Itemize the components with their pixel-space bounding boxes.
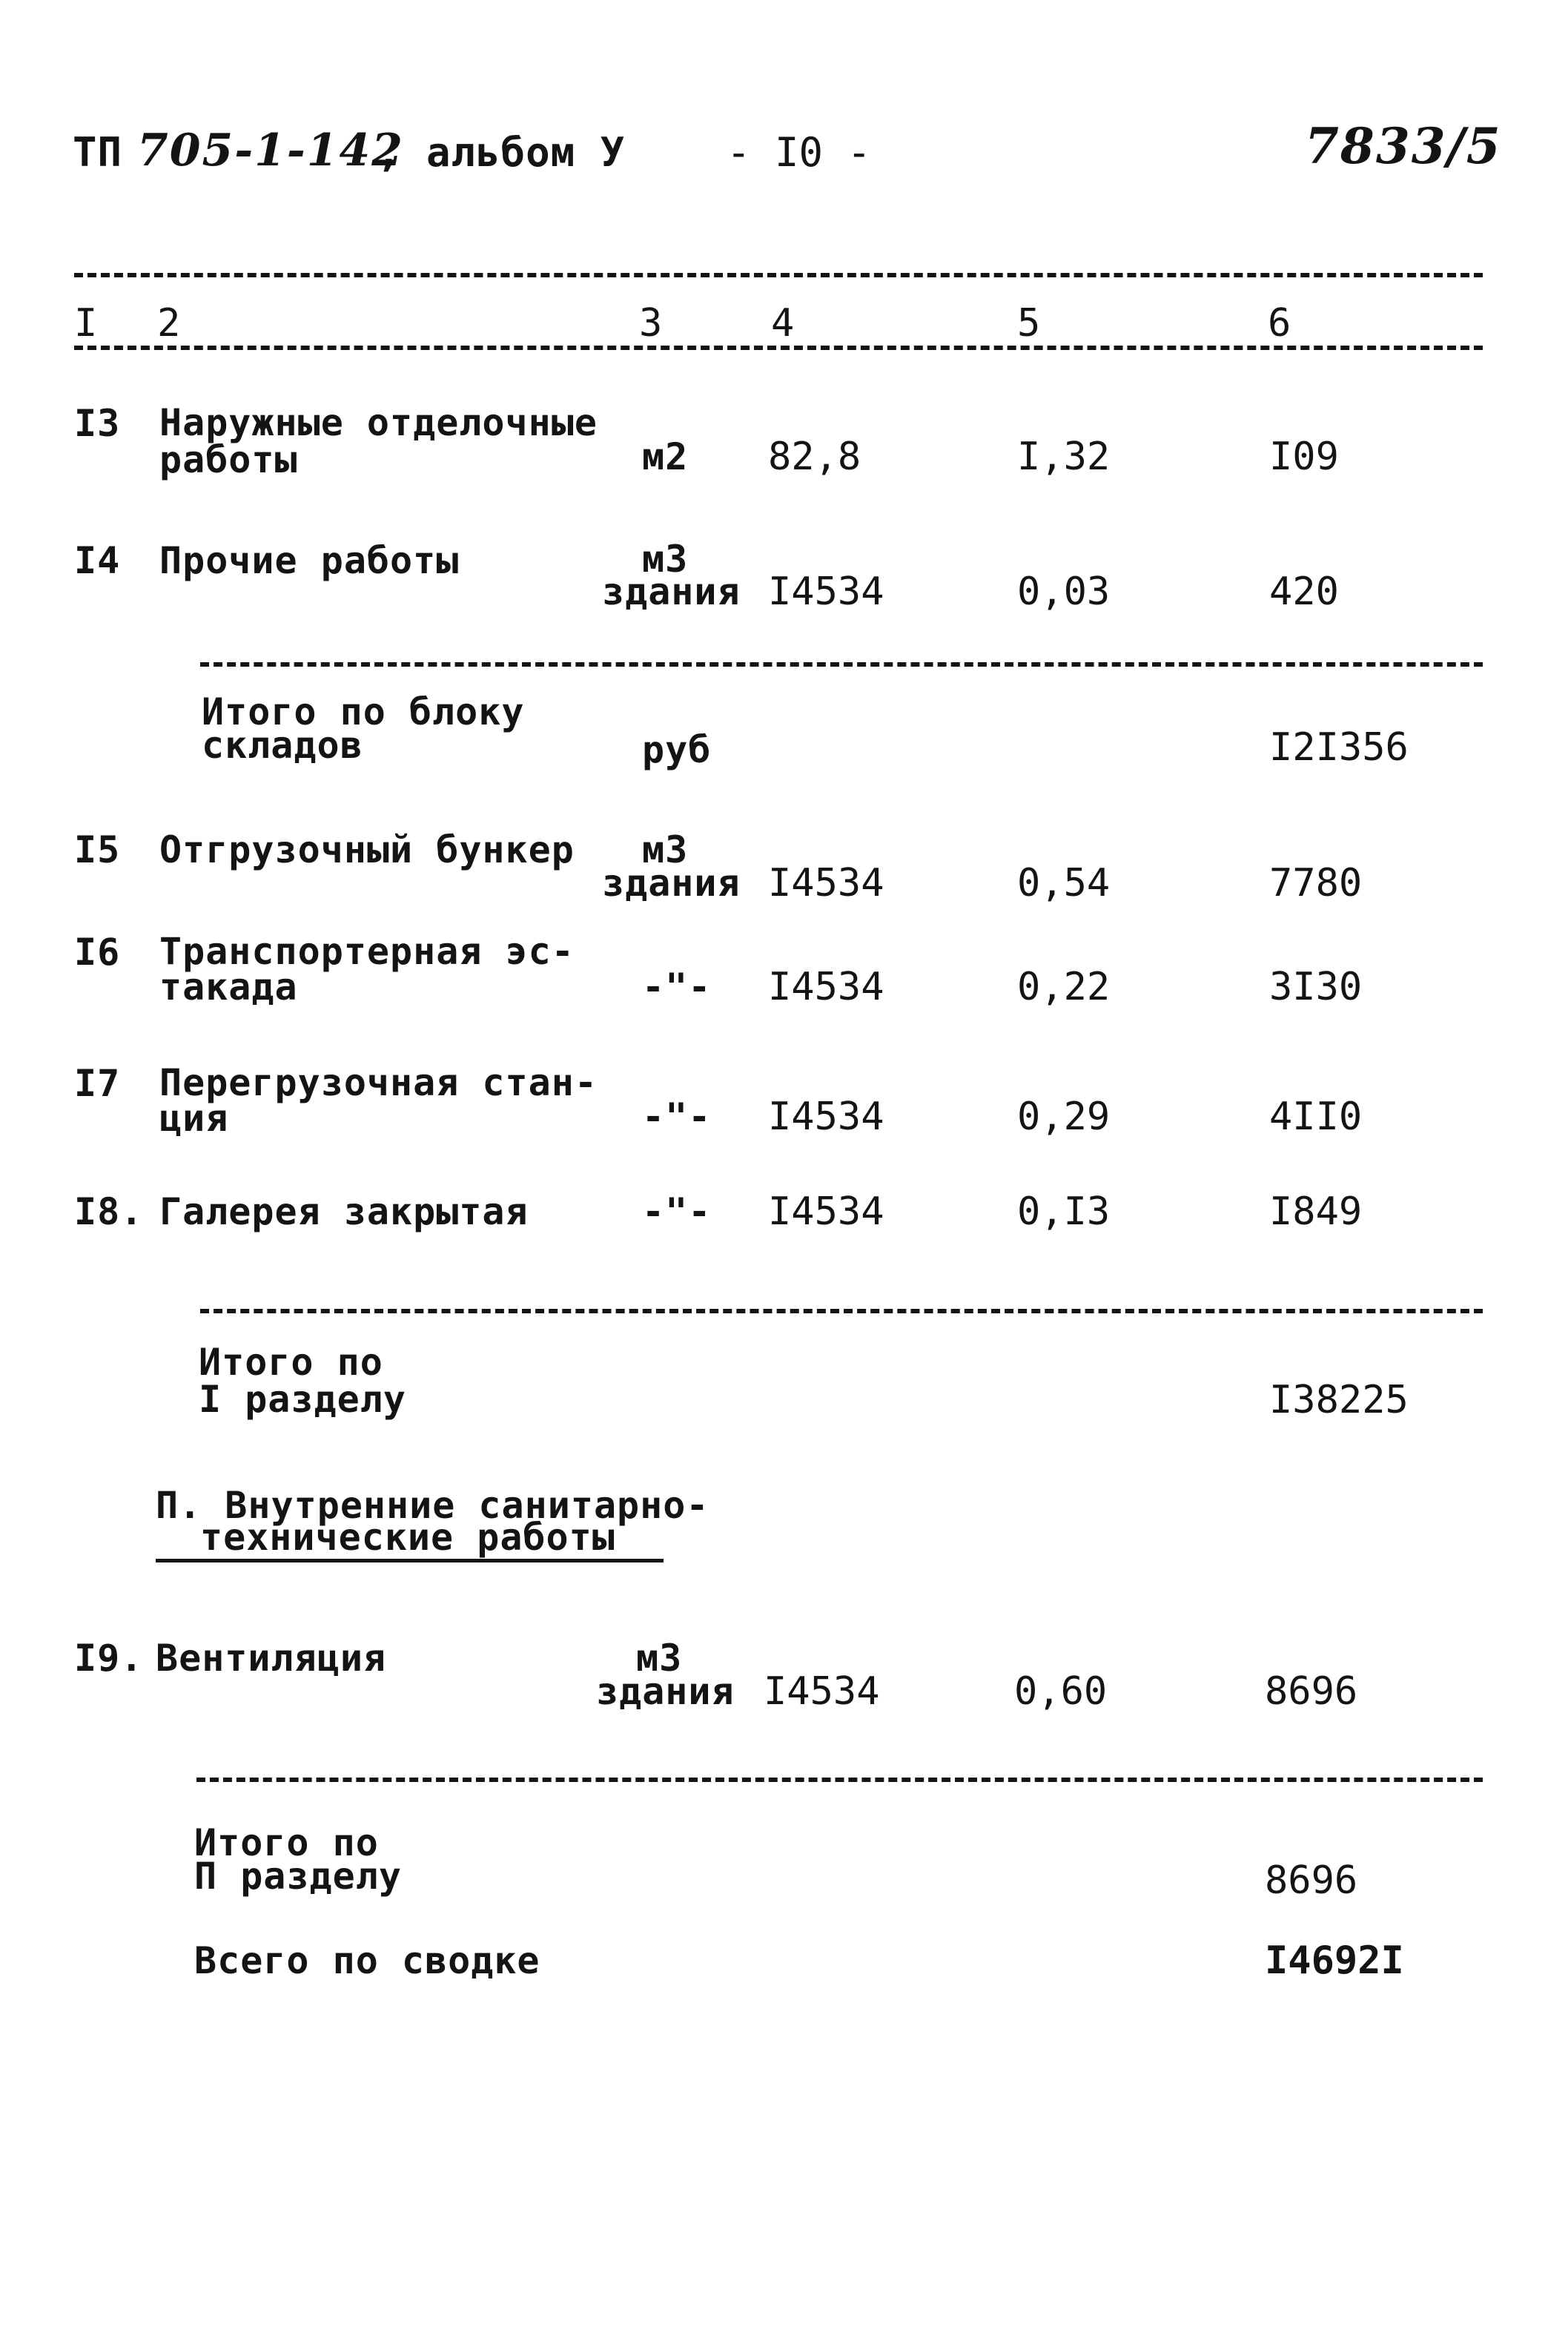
row-number: I5 (74, 828, 121, 871)
section1-divider (200, 1309, 1483, 1313)
row-unit-line2: здания (602, 862, 741, 905)
row-unit: -"- (642, 966, 712, 1009)
row-unit: -"- (642, 1190, 712, 1233)
section2-divider (196, 1778, 1483, 1782)
row-name-line2: такада (159, 966, 298, 1009)
row-quantity: I4534 (768, 1189, 884, 1234)
row-unit-line2: здания (596, 1670, 735, 1713)
row-price: 0,29 (1017, 1095, 1111, 1139)
subtotal-label-line2: I разделу (199, 1378, 406, 1421)
top-divider (74, 273, 1483, 277)
row-total: 7780 (1269, 861, 1363, 905)
row-unit: м2 (642, 435, 689, 478)
row-quantity: I4534 (768, 1095, 884, 1139)
section-title-line2: технические работы (200, 1516, 615, 1559)
subtotal-value: 8696 (1265, 1858, 1358, 1903)
row-name-line1: Вентиляция (156, 1637, 387, 1680)
subtotal-label-line1: Итого по блоку (202, 690, 525, 733)
row-total: I09 (1269, 435, 1339, 479)
row-unit-line1: м3 (636, 1637, 683, 1680)
row-number: I8. (74, 1190, 144, 1233)
row-price: 0,I3 (1017, 1189, 1111, 1234)
subtotal-value: I2I356 (1269, 725, 1409, 770)
row-total: 3I30 (1269, 965, 1363, 1009)
row-name-line2: ция (159, 1097, 229, 1140)
col-header-3: 3 (639, 301, 663, 346)
col-header-6: 6 (1268, 301, 1291, 346)
row-price: 0,54 (1017, 861, 1111, 905)
row-number: I7 (74, 1062, 121, 1105)
col-header-2: 2 (157, 301, 181, 346)
header-divider (74, 346, 1483, 350)
block-divider (200, 662, 1483, 667)
section-title-line1: П. Внутренние санитарно- (156, 1484, 709, 1527)
row-unit-line1: м3 (642, 538, 689, 581)
row-number: I3 (74, 402, 121, 445)
sheet-number-handwritten: 7833/5 (1305, 117, 1502, 175)
row-quantity: I4534 (768, 570, 884, 614)
subtotal-value: I38225 (1269, 1378, 1409, 1422)
row-number: I4 (74, 539, 121, 582)
row-name-line1: Прочие работы (159, 539, 460, 582)
row-price: 0,22 (1017, 965, 1111, 1009)
subtotal-label-line1: Итого по (199, 1341, 383, 1384)
row-total: I849 (1269, 1189, 1363, 1234)
row-quantity: I4534 (768, 965, 884, 1009)
row-quantity: 82,8 (768, 435, 861, 479)
album-label: , альбом У (377, 129, 626, 176)
row-name-line1: Перегрузочная стан- (159, 1061, 598, 1104)
row-unit-line2: здания (602, 570, 741, 613)
col-header-1: I (74, 301, 98, 346)
project-number-handwritten: 705-1-142 (137, 125, 405, 176)
grand-total-value: I4692I (1265, 1938, 1404, 1983)
row-price: I,32 (1017, 435, 1111, 479)
doc-prefix: ТП (73, 129, 123, 176)
subtotal-unit: руб (642, 728, 712, 771)
subtotal-label-line1: Итого по (194, 1821, 379, 1864)
row-total: 4II0 (1269, 1095, 1363, 1139)
row-name-line2: работы (159, 438, 298, 481)
row-number: I9. (74, 1637, 144, 1680)
subtotal-label-line2: П разделу (194, 1855, 402, 1898)
row-number: I6 (74, 931, 121, 974)
col-header-4: 4 (771, 301, 795, 346)
page-number: - I0 - (727, 129, 872, 176)
row-quantity: I4534 (764, 1669, 880, 1714)
row-name-line1: Галерея закрытая (159, 1190, 529, 1233)
row-total: 8696 (1265, 1669, 1358, 1714)
col-header-5: 5 (1017, 301, 1041, 346)
row-unit: -"- (642, 1095, 712, 1138)
row-name-line1: Наружные отделочные (159, 401, 598, 444)
section-title-underline (156, 1559, 664, 1562)
row-quantity: I4534 (768, 861, 884, 905)
row-total: 420 (1269, 570, 1339, 614)
grand-total-label: Всего по сводке (194, 1939, 540, 1982)
row-price: 0,60 (1014, 1669, 1108, 1714)
row-price: 0,03 (1017, 570, 1111, 614)
subtotal-label-line2: складов (202, 724, 363, 767)
row-unit-line1: м3 (642, 828, 689, 871)
row-name-line1: Отгрузочный бункер (159, 828, 575, 871)
row-name-line1: Транспортерная эс- (159, 930, 575, 973)
